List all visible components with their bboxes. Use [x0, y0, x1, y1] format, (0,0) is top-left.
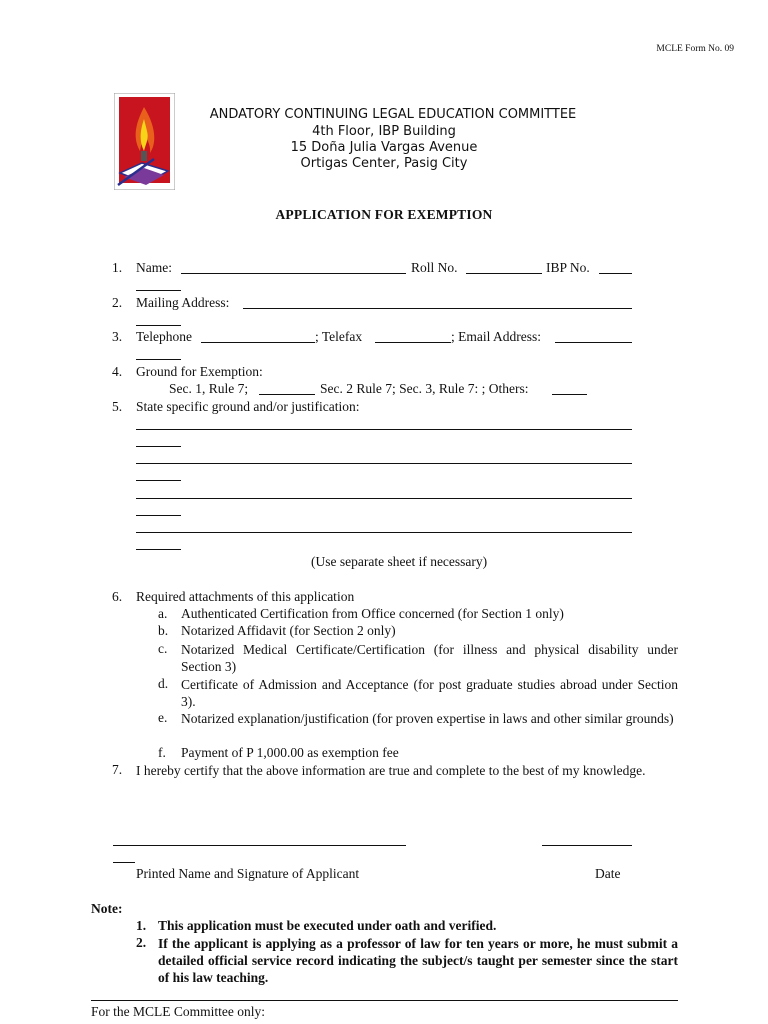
ibp-no-field[interactable]: [599, 273, 632, 274]
ground-sec1-option: Sec. 1, Rule 7;: [169, 381, 249, 396]
justification-line[interactable]: [136, 498, 632, 499]
item-number: 2.: [112, 295, 123, 310]
item-number: 4.: [112, 364, 123, 379]
telefax-field[interactable]: [375, 342, 451, 343]
ground-sec1-field[interactable]: [259, 394, 315, 395]
date-line[interactable]: [542, 845, 632, 846]
email-label: ; Email Address:: [451, 329, 541, 344]
justification-line[interactable]: [136, 549, 181, 550]
ibp-no-label: IBP No.: [546, 260, 590, 275]
email-field-continued[interactable]: [136, 359, 181, 360]
attachment-text: Authenticated Certification from Office concerned (for Section 1 only): [181, 606, 564, 621]
note-text: If the applicant is applying as a professor of law for ten years or more, he must submit a detailed official service record indicating the subject/s taught per semester since the start of his law teaching.: [158, 936, 678, 985]
attachment-text: Notarized Affidavit (for Section 2 only): [181, 623, 396, 638]
attachment-letter: b.: [158, 623, 169, 638]
item-number: 6.: [112, 589, 123, 604]
item-number: 1.: [112, 260, 123, 275]
attachment-letter: a.: [158, 606, 168, 621]
state-ground-label: State specific ground and/or justification:: [136, 399, 360, 414]
email-field[interactable]: [555, 342, 632, 343]
separate-sheet-note: (Use separate sheet if necessary): [311, 554, 488, 569]
ground-sec2-options: Sec. 2 Rule 7; Sec. 3, Rule 7: ; Others:: [320, 381, 529, 396]
mailing-address-field[interactable]: [243, 308, 632, 309]
roll-no-label: Roll No.: [411, 260, 458, 275]
telephone-label: Telephone: [136, 329, 193, 344]
address-line-1: 4th Floor, IBP Building: [312, 124, 456, 139]
mailing-address-field-continued[interactable]: [136, 325, 181, 326]
certification-text: I hereby certify that the above information are true and complete to the best of my knowledge.: [136, 763, 646, 778]
justification-line[interactable]: [136, 515, 181, 516]
committee-name: ANDATORY CONTINUING LEGAL EDUCATION COMMITTEE: [209, 107, 577, 122]
form-number: MCLE Form No. 09: [656, 44, 734, 54]
attachment-text: Payment of P 1,000.00 as exemption fee: [181, 745, 399, 760]
ibp-no-field-continued[interactable]: [136, 290, 181, 291]
attachment-letter: e.: [158, 710, 168, 725]
note-number: 1.: [136, 918, 147, 933]
justification-line[interactable]: [136, 480, 181, 481]
justification-line[interactable]: [136, 446, 181, 447]
justification-line[interactable]: [136, 532, 632, 533]
attachment-letter: f.: [158, 745, 166, 760]
note-text: This application must be executed under oath and verified.: [158, 918, 497, 933]
attachment-letter: d.: [158, 676, 169, 691]
name-field[interactable]: [181, 273, 406, 274]
date-label: Date: [595, 866, 621, 881]
address-line-2: 15 Doña Julia Vargas Avenue: [290, 140, 478, 155]
form-title: APPLICATION FOR EXEMPTION: [275, 207, 493, 222]
mailing-address-label: Mailing Address:: [136, 295, 230, 310]
roll-no-field[interactable]: [466, 273, 542, 274]
footer-divider: [91, 1000, 678, 1001]
mcle-logo-icon: [114, 93, 175, 190]
ground-others-field[interactable]: [552, 394, 587, 395]
telefax-label: ; Telefax: [315, 329, 363, 344]
attachment-text: Notarized Medical Certificate/Certification (for illness and physical disability under Section 3): [181, 642, 678, 674]
name-label: Name:: [136, 260, 172, 275]
attachments-label: Required attachments of this application: [136, 589, 355, 604]
attachment-text: Certificate of Admission and Acceptance (for post graduate studies abroad under Section 3).: [181, 677, 678, 709]
justification-line[interactable]: [136, 463, 632, 464]
justification-line[interactable]: [136, 429, 632, 430]
ground-label: Ground for Exemption:: [136, 364, 263, 379]
telephone-field[interactable]: [201, 342, 315, 343]
item-number: 7.: [112, 762, 123, 777]
item-number: 5.: [112, 399, 123, 414]
note-label: Note:: [91, 901, 123, 916]
address-line-3: Ortigas Center, Pasig City: [300, 156, 468, 171]
note-number: 2.: [136, 935, 147, 950]
item-number: 3.: [112, 329, 123, 344]
signature-line[interactable]: [113, 845, 406, 846]
attachment-letter: c.: [158, 641, 168, 656]
printed-name-label: Printed Name and Signature of Applicant: [136, 866, 360, 881]
signature-line-continued[interactable]: [113, 862, 135, 863]
committee-use-label: For the MCLE Committee only:: [91, 1004, 265, 1019]
attachment-text: Notarized explanation/justification (for proven expertise in laws and other similar grounds): [181, 711, 674, 726]
